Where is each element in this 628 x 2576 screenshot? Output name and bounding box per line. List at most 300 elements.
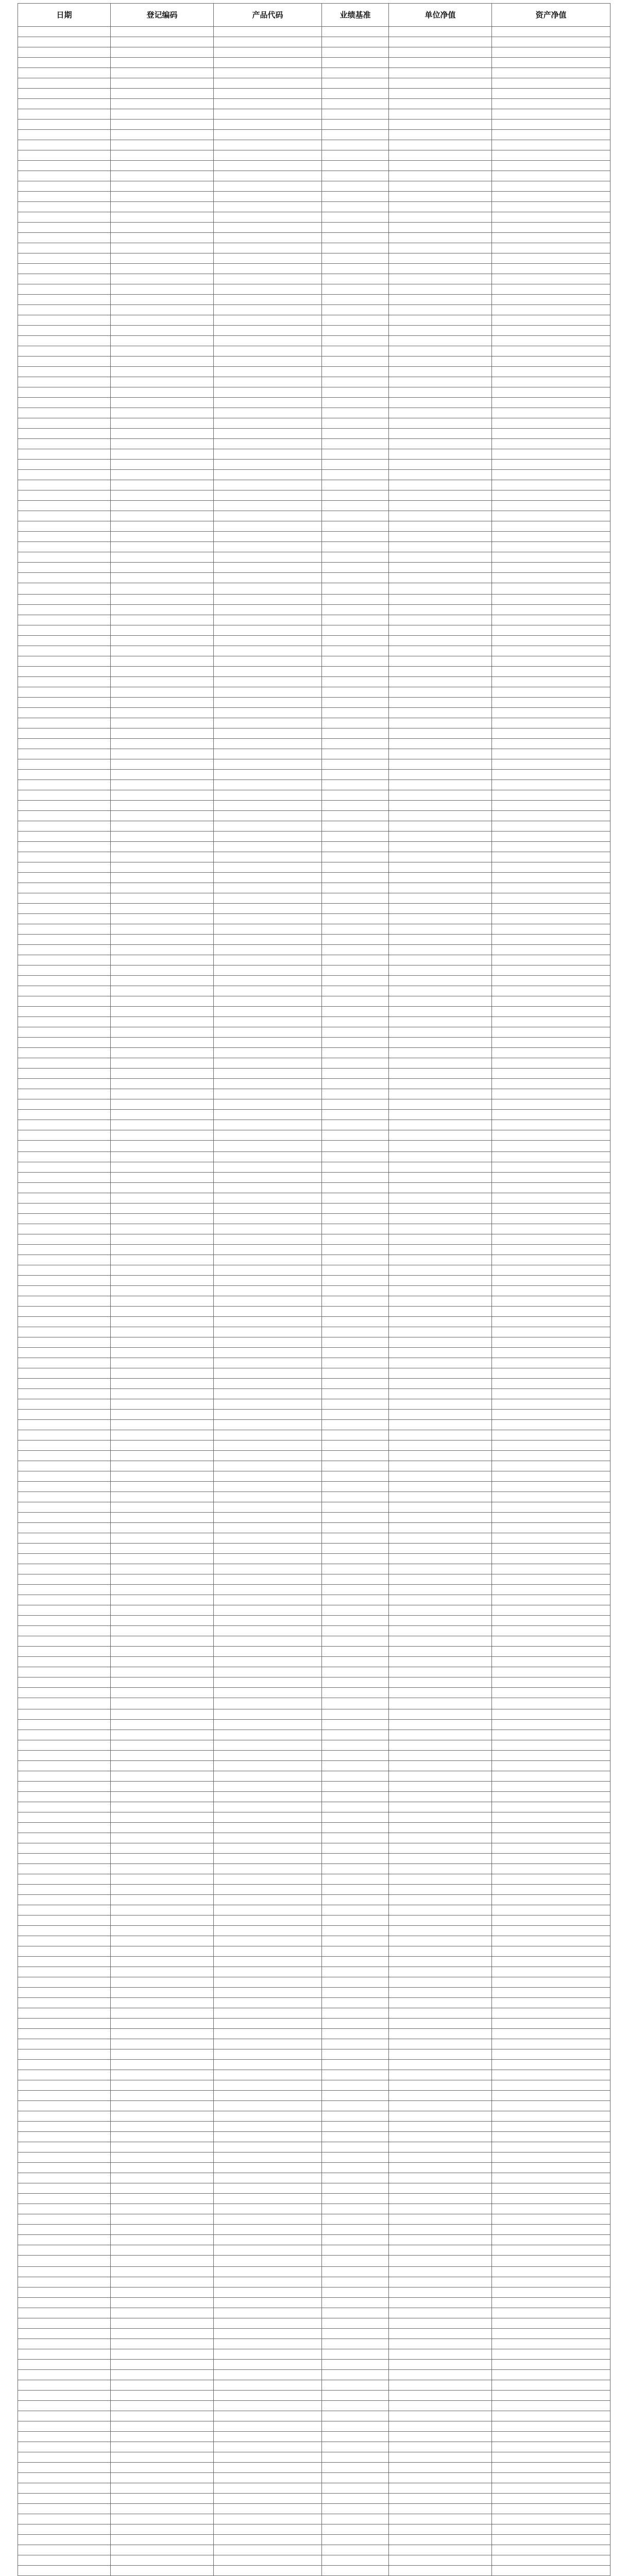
table-row (18, 2421, 610, 2432)
cell-net-assets (492, 1998, 610, 2008)
cell-date (18, 1833, 111, 1843)
cell-date (18, 2421, 111, 2432)
cell-product-code (214, 2494, 322, 2504)
cell-reg-code (111, 1709, 214, 1720)
cell-net-assets (492, 89, 610, 99)
table-row (18, 1348, 610, 1358)
cell-net-assets (492, 1389, 610, 1399)
cell-net-assets (492, 1027, 610, 1038)
cell-reg-code (111, 1492, 214, 1502)
cell-net-assets (492, 2391, 610, 2401)
cell-net-assets (492, 2267, 610, 2277)
cell-date (18, 2163, 111, 2173)
cell-rate (322, 480, 389, 490)
cell-date (18, 480, 111, 490)
cell-reg-code (111, 986, 214, 996)
cell-net-assets (492, 2432, 610, 2442)
table-row (18, 58, 610, 68)
cell-net-assets (492, 460, 610, 470)
cell-date (18, 1420, 111, 1430)
cell-date (18, 646, 111, 656)
cell-date (18, 2245, 111, 2256)
table-row (18, 1152, 610, 1162)
cell-net-assets (492, 821, 610, 832)
cell-date (18, 842, 111, 852)
cell-unit-nav (389, 1585, 492, 1595)
cell-product-code (214, 625, 322, 636)
cell-unit-nav (389, 1874, 492, 1885)
cell-rate (322, 1946, 389, 1957)
cell-unit-nav (389, 2225, 492, 2235)
cell-net-assets (492, 1471, 610, 1482)
cell-rate (322, 1554, 389, 1564)
cell-unit-nav (389, 2308, 492, 2318)
cell-product-code (214, 315, 322, 326)
cell-rate (322, 223, 389, 233)
cell-reg-code (111, 1317, 214, 1327)
table-body (18, 27, 610, 2576)
cell-reg-code (111, 377, 214, 387)
cell-product-code (214, 1595, 322, 1605)
cell-date (18, 470, 111, 480)
cell-reg-code (111, 646, 214, 656)
cell-product-code (214, 2308, 322, 2318)
table-row (18, 1162, 610, 1173)
cell-product-code (214, 1574, 322, 1585)
table-row (18, 1440, 610, 1451)
cell-net-assets (492, 625, 610, 636)
cell-product-code (214, 1307, 322, 1317)
cell-rate (322, 2411, 389, 2421)
cell-date (18, 2183, 111, 2194)
table-row (18, 1544, 610, 1554)
cell-rate (322, 1430, 389, 1440)
cell-reg-code (111, 295, 214, 305)
cell-reg-code (111, 1265, 214, 1276)
cell-unit-nav (389, 1120, 492, 1130)
table-row (18, 1482, 610, 1492)
table-row (18, 667, 610, 677)
table-row (18, 2235, 610, 2245)
table-row (18, 1988, 610, 1998)
cell-unit-nav (389, 1430, 492, 1440)
table-row (18, 1564, 610, 1574)
cell-date (18, 1720, 111, 1730)
cell-rate (322, 1358, 389, 1368)
cell-reg-code (111, 677, 214, 687)
cell-rate (322, 532, 389, 542)
cell-product-code (214, 439, 322, 449)
cell-product-code (214, 2524, 322, 2535)
cell-rate (322, 449, 389, 460)
cell-date (18, 1936, 111, 1946)
cell-date (18, 1130, 111, 1141)
header-unit-nav: 单位净值 (389, 4, 492, 27)
table-row (18, 1461, 610, 1471)
table-row (18, 1038, 610, 1048)
cell-product-code (214, 2452, 322, 2463)
cell-rate (322, 2163, 389, 2173)
cell-rate (322, 253, 389, 264)
cell-net-assets (492, 2504, 610, 2514)
cell-date (18, 1998, 111, 2008)
cell-product-code (214, 2411, 322, 2421)
cell-date (18, 656, 111, 667)
cell-net-assets (492, 1141, 610, 1152)
cell-reg-code (111, 1348, 214, 1358)
cell-product-code (214, 1224, 322, 1234)
table-row (18, 1792, 610, 1802)
cell-date (18, 811, 111, 821)
table-row (18, 2514, 610, 2524)
cell-rate (322, 780, 389, 790)
cell-reg-code (111, 708, 214, 718)
cell-product-code (214, 1348, 322, 1358)
cell-net-assets (492, 1720, 610, 1730)
cell-product-code (214, 274, 322, 284)
cell-net-assets (492, 1761, 610, 1771)
cell-net-assets (492, 996, 610, 1007)
table-row (18, 1730, 610, 1740)
cell-net-assets (492, 2494, 610, 2504)
cell-unit-nav (389, 1564, 492, 1574)
cell-product-code (214, 1451, 322, 1461)
cell-unit-nav (389, 439, 492, 449)
cell-rate (322, 377, 389, 387)
cell-unit-nav (389, 1337, 492, 1348)
cell-net-assets (492, 862, 610, 873)
cell-net-assets (492, 636, 610, 646)
cell-product-code (214, 2039, 322, 2049)
cell-rate (322, 1636, 389, 1647)
cell-rate (322, 667, 389, 677)
cell-product-code (214, 27, 322, 37)
cell-product-code (214, 2442, 322, 2452)
cell-reg-code (111, 1916, 214, 1926)
cell-net-assets (492, 2421, 610, 2432)
table-row (18, 171, 610, 181)
cell-rate (322, 1761, 389, 1771)
cell-product-code (214, 1585, 322, 1595)
cell-product-code (214, 120, 322, 130)
cell-unit-nav (389, 1647, 492, 1657)
cell-date (18, 2555, 111, 2566)
cell-product-code (214, 1152, 322, 1162)
cell-unit-nav (389, 852, 492, 862)
table-row (18, 1720, 610, 1730)
cell-product-code (214, 1286, 322, 1296)
cell-rate (322, 2132, 389, 2142)
cell-rate (322, 1720, 389, 1730)
cell-rate (322, 1317, 389, 1327)
cell-rate (322, 2267, 389, 2277)
cell-reg-code (111, 832, 214, 842)
cell-product-code (214, 377, 322, 387)
cell-reg-code (111, 563, 214, 573)
cell-product-code (214, 2360, 322, 2370)
cell-date (18, 636, 111, 646)
cell-product-code (214, 986, 322, 996)
cell-product-code (214, 573, 322, 583)
cell-product-code (214, 698, 322, 708)
cell-reg-code (111, 212, 214, 223)
cell-unit-nav (389, 2442, 492, 2452)
cell-product-code (214, 2267, 322, 2277)
table-row (18, 99, 610, 109)
cell-unit-nav (389, 563, 492, 573)
cell-net-assets (492, 2256, 610, 2267)
cell-net-assets (492, 1802, 610, 1812)
cell-product-code (214, 1461, 322, 1471)
cell-product-code (214, 202, 322, 212)
table-row (18, 2256, 610, 2267)
table-row (18, 1430, 610, 1440)
cell-reg-code (111, 1420, 214, 1430)
cell-unit-nav (389, 1471, 492, 1482)
cell-product-code (214, 192, 322, 202)
cell-date (18, 264, 111, 274)
cell-product-code (214, 996, 322, 1007)
cell-date (18, 1688, 111, 1698)
cell-product-code (214, 687, 322, 698)
table-row (18, 1399, 610, 1410)
cell-date (18, 274, 111, 284)
cell-product-code (214, 2370, 322, 2380)
cell-rate (322, 233, 389, 243)
cell-product-code (214, 718, 322, 728)
cell-reg-code (111, 935, 214, 945)
table-row (18, 2452, 610, 2463)
cell-date (18, 1307, 111, 1317)
cell-net-assets (492, 181, 610, 192)
cell-net-assets (492, 1255, 610, 1265)
cell-reg-code (111, 2080, 214, 2091)
table-row (18, 2318, 610, 2329)
cell-rate (322, 1162, 389, 1173)
cell-date (18, 2225, 111, 2235)
cell-date (18, 1926, 111, 1936)
cell-net-assets (492, 315, 610, 326)
cell-date (18, 501, 111, 511)
cell-net-assets (492, 2039, 610, 2049)
cell-reg-code (111, 1162, 214, 1173)
table-row (18, 1823, 610, 1833)
cell-reg-code (111, 2122, 214, 2132)
cell-product-code (214, 615, 322, 625)
cell-unit-nav (389, 739, 492, 749)
header-date: 日期 (18, 4, 111, 27)
cell-reg-code (111, 2421, 214, 2432)
cell-unit-nav (389, 1089, 492, 1099)
cell-date (18, 2029, 111, 2039)
cell-net-assets (492, 1234, 610, 1245)
cell-rate (322, 1574, 389, 1585)
cell-reg-code (111, 2153, 214, 2163)
cell-product-code (214, 109, 322, 120)
cell-date (18, 1574, 111, 1585)
cell-date (18, 1977, 111, 1988)
table-row (18, 1410, 610, 1420)
cell-net-assets (492, 1636, 610, 1647)
cell-net-assets (492, 2245, 610, 2256)
cell-unit-nav (389, 1885, 492, 1895)
cell-unit-nav (389, 625, 492, 636)
table-row (18, 398, 610, 408)
cell-date (18, 935, 111, 945)
cell-unit-nav (389, 667, 492, 677)
cell-product-code (214, 1946, 322, 1957)
cell-rate (322, 1337, 389, 1348)
cell-product-code (214, 852, 322, 862)
cell-rate (322, 2039, 389, 2049)
cell-reg-code (111, 1895, 214, 1905)
table-row (18, 2298, 610, 2308)
cell-reg-code (111, 1099, 214, 1110)
cell-unit-nav (389, 27, 492, 37)
cell-date (18, 171, 111, 181)
cell-net-assets (492, 1214, 610, 1224)
table-row (18, 1782, 610, 1792)
cell-reg-code (111, 99, 214, 109)
cell-unit-nav (389, 862, 492, 873)
cell-reg-code (111, 1967, 214, 1977)
cell-unit-nav (389, 37, 492, 47)
cell-date (18, 2070, 111, 2080)
cell-net-assets (492, 2142, 610, 2153)
cell-rate (322, 1874, 389, 1885)
cell-product-code (214, 1492, 322, 1502)
cell-product-code (214, 563, 322, 573)
table-row (18, 904, 610, 914)
cell-unit-nav (389, 120, 492, 130)
cell-net-assets (492, 1564, 610, 1574)
cell-unit-nav (389, 2463, 492, 2473)
cell-reg-code (111, 1905, 214, 1916)
cell-product-code (214, 2245, 322, 2256)
cell-reg-code (111, 161, 214, 171)
cell-date (18, 2308, 111, 2318)
cell-date (18, 1079, 111, 1089)
cell-rate (322, 202, 389, 212)
cell-date (18, 1957, 111, 1967)
table-row (18, 965, 610, 976)
table-row (18, 1740, 610, 1751)
cell-net-assets (492, 2566, 610, 2576)
cell-reg-code (111, 192, 214, 202)
cell-product-code (214, 2504, 322, 2514)
cell-unit-nav (389, 264, 492, 274)
cell-product-code (214, 1430, 322, 1440)
table-row (18, 1120, 610, 1130)
cell-rate (322, 965, 389, 976)
cell-reg-code (111, 181, 214, 192)
cell-rate (322, 2360, 389, 2370)
cell-reg-code (111, 1327, 214, 1337)
cell-product-code (214, 2277, 322, 2287)
cell-reg-code (111, 1245, 214, 1255)
cell-net-assets (492, 1204, 610, 1214)
cell-date (18, 58, 111, 68)
cell-rate (322, 2298, 389, 2308)
cell-product-code (214, 2287, 322, 2298)
cell-reg-code (111, 965, 214, 976)
cell-net-assets (492, 1688, 610, 1698)
cell-net-assets (492, 1399, 610, 1410)
cell-reg-code (111, 996, 214, 1007)
cell-rate (322, 1204, 389, 1214)
cell-date (18, 1368, 111, 1379)
cell-product-code (214, 595, 322, 605)
cell-unit-nav (389, 2070, 492, 2080)
table-row (18, 1595, 610, 1605)
cell-date (18, 976, 111, 986)
cell-rate (322, 1977, 389, 1988)
table-row (18, 914, 610, 924)
cell-rate (322, 862, 389, 873)
cell-date (18, 1110, 111, 1120)
cell-unit-nav (389, 2411, 492, 2421)
cell-rate (322, 2504, 389, 2514)
cell-net-assets (492, 521, 610, 532)
cell-net-assets (492, 605, 610, 615)
cell-unit-nav (389, 367, 492, 377)
cell-reg-code (111, 2298, 214, 2308)
cell-product-code (214, 770, 322, 780)
cell-reg-code (111, 1017, 214, 1027)
cell-unit-nav (389, 996, 492, 1007)
cell-rate (322, 212, 389, 223)
cell-date (18, 387, 111, 398)
cell-date (18, 832, 111, 842)
table-row (18, 1141, 610, 1152)
cell-date (18, 2060, 111, 2070)
cell-reg-code (111, 264, 214, 274)
cell-product-code (214, 1099, 322, 1110)
table-row (18, 1616, 610, 1626)
cell-unit-nav (389, 2101, 492, 2111)
cell-reg-code (111, 821, 214, 832)
cell-date (18, 1492, 111, 1502)
cell-product-code (214, 842, 322, 852)
cell-rate (322, 2349, 389, 2360)
cell-unit-nav (389, 1038, 492, 1048)
cell-date (18, 315, 111, 326)
cell-rate (322, 181, 389, 192)
cell-date (18, 1048, 111, 1058)
table-row (18, 1761, 610, 1771)
cell-unit-nav (389, 1368, 492, 1379)
cell-reg-code (111, 1771, 214, 1782)
table-row (18, 2339, 610, 2349)
cell-reg-code (111, 1833, 214, 1843)
cell-reg-code (111, 1152, 214, 1162)
table-row (18, 511, 610, 521)
cell-product-code (214, 1677, 322, 1688)
cell-product-code (214, 656, 322, 667)
cell-net-assets (492, 398, 610, 408)
cell-net-assets (492, 253, 610, 264)
cell-date (18, 109, 111, 120)
cell-reg-code (111, 1720, 214, 1730)
cell-product-code (214, 1802, 322, 1812)
cell-product-code (214, 1957, 322, 1967)
cell-net-assets (492, 130, 610, 140)
cell-reg-code (111, 1224, 214, 1234)
table-row (18, 27, 610, 37)
cell-product-code (214, 47, 322, 58)
cell-unit-nav (389, 1265, 492, 1276)
cell-unit-nav (389, 305, 492, 315)
